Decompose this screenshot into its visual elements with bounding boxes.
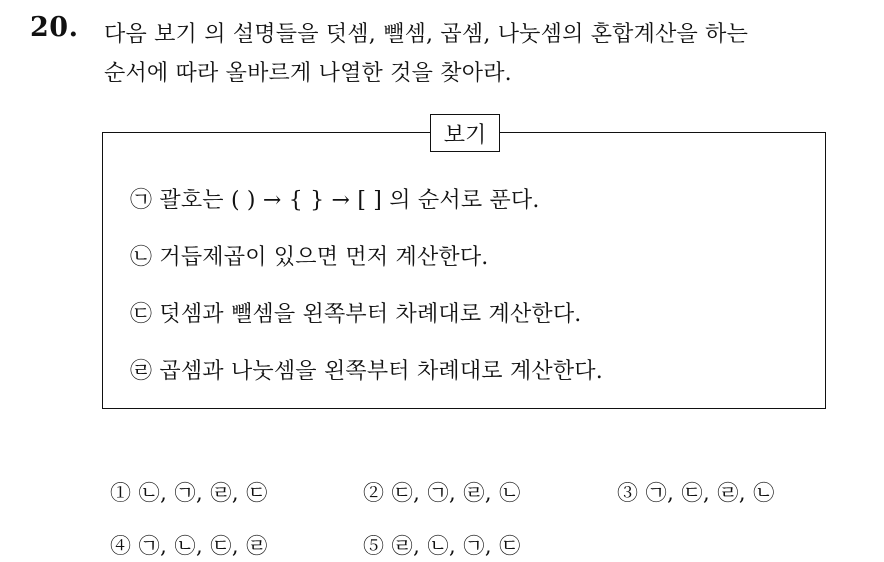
answer-choice-1[interactable]: ① ㉡, ㉠, ㉣, ㉢ [110, 481, 268, 505]
question-text-line-1: 다음 보기 의 설명들을 덧셈, 뺄셈, 곱셈, 나눗셈의 혼합계산을 하는 [104, 22, 749, 47]
answer-choice-5[interactable]: ⑤ ㉣, ㉡, ㉠, ㉢ [363, 534, 521, 558]
bogi-statement-3: ㉢ 덧셈과 뺄셈을 왼쪽부터 차례대로 계산한다. [130, 302, 582, 327]
bogi-statement-1: ㉠ 괄호는 ( ) → { } → [ ] 의 순서로 푼다. [130, 188, 540, 213]
bogi-statement-4: ㉣ 곱셈과 나눗셈을 왼쪽부터 차례대로 계산한다. [130, 359, 603, 384]
bogi-title: 보기 [430, 114, 500, 152]
answer-choice-2[interactable]: ② ㉢, ㉠, ㉣, ㉡ [363, 481, 521, 505]
answer-choice-3[interactable]: ③ ㉠, ㉢, ㉣, ㉡ [617, 481, 775, 505]
question-number: 20. [30, 12, 79, 43]
answer-choice-4[interactable]: ④ ㉠, ㉡, ㉢, ㉣ [110, 534, 268, 558]
question-text-line-2: 순서에 따라 올바르게 나열한 것을 찾아라. [104, 61, 512, 86]
bogi-statement-2: ㉡ 거듭제곱이 있으면 먼저 계산한다. [130, 245, 489, 270]
